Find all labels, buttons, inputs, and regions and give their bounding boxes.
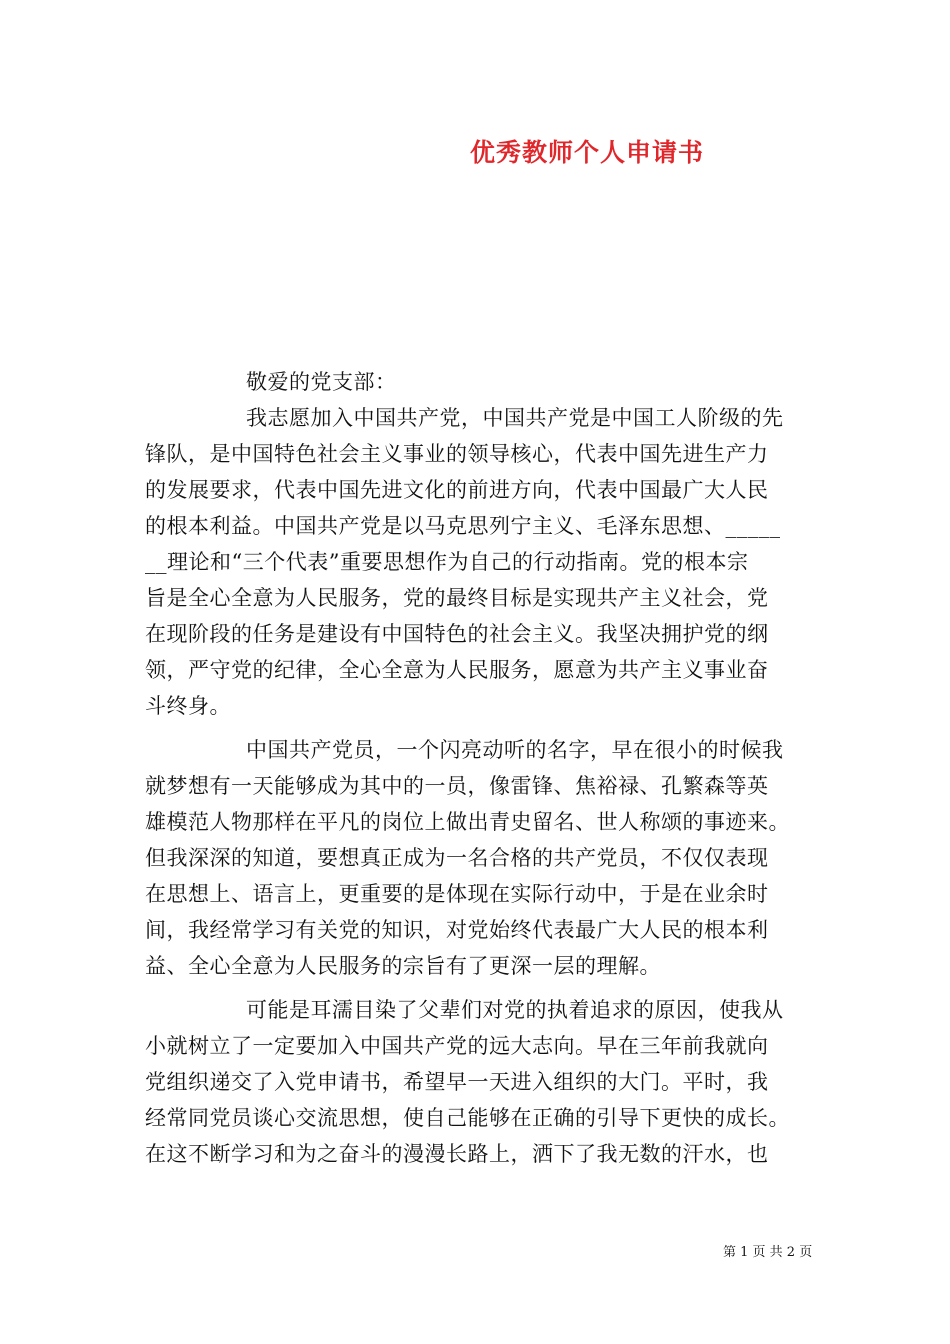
body-line: 但我深深的知道，要想真正成为一名合格的共产党员，不仅仅表现 (145, 846, 769, 870)
body-line: 雄模范人物那样在平凡的岗位上做出青史留名、世人称颂的事迹来。 (145, 810, 790, 834)
body-line: 间，我经常学习有关党的知识，对党始终代表最广大人民的根本利 (145, 918, 769, 942)
body-line: __理论和“三个代表”重要思想作为自己的行动指南。党的根本宗 (145, 550, 749, 574)
body-line: 的发展要求，代表中国先进文化的前进方向，代表中国最广大人民 (145, 478, 769, 502)
salutation: 敬爱的党支部： (246, 370, 397, 394)
document-title: 优秀教师个人申请书 (470, 138, 705, 167)
body-line: 领，严守党的纪律，全心全意为人民服务，愿意为共产主义事业奋 (145, 658, 769, 682)
body-line: 旨是全心全意为人民服务，党的最终目标是实现共产主义社会，党 (145, 586, 769, 610)
body-line: 经常同党员谈心交流思想，使自己能够在正确的引导下更快的成长。 (145, 1106, 790, 1130)
body-line: 在这不断学习和为之奋斗的漫漫长路上，洒下了我无数的汗水，也 (145, 1142, 769, 1166)
page-number: 第 1 页 共 2 页 (723, 1245, 813, 1260)
body-line: 锋队，是中国特色社会主义事业的领导核心，代表中国先进生产力 (145, 442, 769, 466)
body-line: 我志愿加入中国共产党，中国共产党是中国工人阶级的先 (246, 406, 784, 430)
body-line: 在思想上、语言上，更重要的是体现在实际行动中，于是在业余时 (145, 882, 769, 906)
body-line: 在现阶段的任务是建设有中国特色的社会主义。我坚决拥护党的纲 (145, 622, 769, 646)
body-line: 中国共产党员，一个闪亮动听的名字，早在很小的时候我 (246, 738, 784, 762)
body-line: 可能是耳濡目染了父辈们对党的执着追求的原因，使我从 (246, 998, 784, 1022)
body-line: 益、全心全意为人民服务的宗旨有了更深一层的理解。 (145, 954, 661, 978)
body-line: 党组织递交了入党申请书，希望早一天进入组织的大门。平时，我 (145, 1070, 769, 1094)
body-line: 斗终身。 (145, 694, 231, 718)
body-line: 小就树立了一定要加入中国共产党的远大志向。早在三年前我就向 (145, 1034, 769, 1058)
body-line: 就梦想有一天能够成为其中的一员，像雷锋、焦裕禄、孔繁森等英 (145, 774, 769, 798)
body-line: 的根本利益。中国共产党是以马克思列宁主义、毛泽东思想、_____ (145, 514, 781, 538)
